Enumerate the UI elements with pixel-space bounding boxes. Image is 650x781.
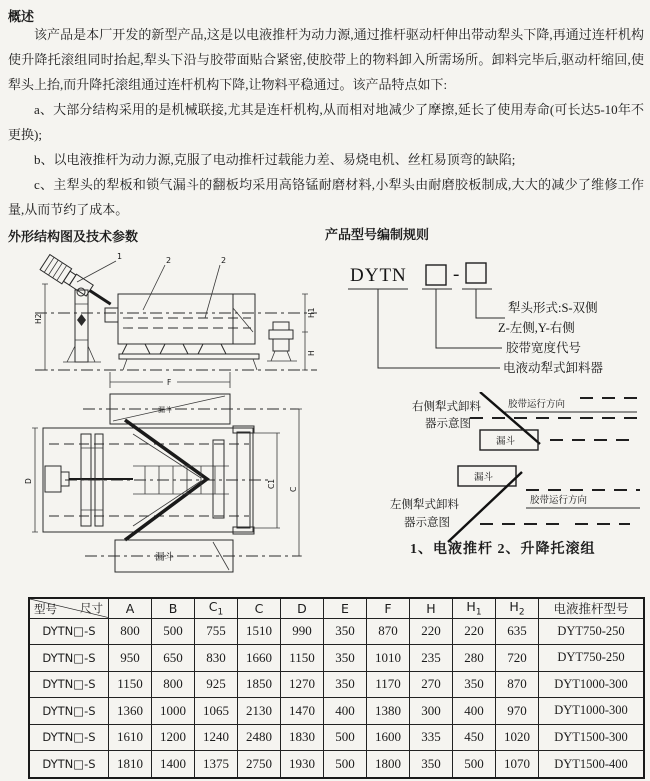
dim-h: H (307, 350, 316, 356)
cell-value: 1510 (238, 618, 281, 645)
col-header-h: H (410, 598, 453, 618)
col-header-h2: $H_2$ (496, 598, 539, 618)
cell-model: DYTN□-S (29, 751, 109, 778)
callout-2: 2 (166, 256, 172, 265)
right-schematic-title-2: 器示意图 (425, 418, 471, 430)
model-rule-section-heading: 产品型号编制规则 (325, 228, 430, 243)
left-schematic-title-1: 左侧犁式卸料 (390, 499, 459, 511)
corner-label-size: 尺寸 (80, 603, 103, 615)
hopper-top-label: 漏斗 (158, 406, 172, 414)
cell-value: 1065 (195, 698, 238, 725)
cell-model: DYTN□-S (29, 698, 109, 725)
cell-value: 2130 (238, 698, 281, 725)
model-code: DYTN (350, 265, 407, 286)
body-paragraph: a、大部分结构采用的是机械联接,尤其是连杆机构,从而相对地减少了摩擦,延长了使用寿命(可长达5-10年不更换); (8, 102, 644, 142)
cell-value: 1830 (281, 724, 324, 751)
table-row (29, 724, 644, 751)
cell-value: 220 (410, 618, 453, 645)
label-plow-form-1: 犁头形式:S-双侧 (508, 301, 598, 315)
col-header-pusher-model: 电液推杆型号 (539, 598, 645, 618)
cell-value: 1170 (367, 671, 410, 698)
cell-value: 950 (109, 645, 152, 672)
cell-model: DYTN□-S (29, 645, 109, 672)
dim-c1: C1 (267, 478, 276, 489)
label-plow-form-2: Z-左侧,Y-右侧 (498, 321, 575, 335)
outline-section-heading: 外形结构图及技术参数 (8, 230, 139, 245)
cell-value: 800 (109, 618, 152, 645)
cell-value: 925 (195, 671, 238, 698)
table-row (29, 751, 644, 778)
left-schematic-title-2: 器示意图 (404, 517, 450, 529)
cell-value: 500 (152, 618, 195, 645)
hydraulic-pusher (40, 255, 115, 313)
cell-value: 400 (324, 698, 367, 725)
plan-motor (45, 434, 133, 526)
outline-drawing (15, 248, 330, 596)
col-header-c1: $C_1$ (195, 598, 238, 618)
cell-value: 970 (496, 698, 539, 725)
cell-value: 830 (195, 645, 238, 672)
cell-value: 990 (281, 618, 324, 645)
cell-value: 350 (324, 618, 367, 645)
cell-pusher-model: DYT1500-400 (539, 751, 645, 778)
cell-value: 720 (496, 645, 539, 672)
corner-label-model: 型号 (34, 603, 57, 616)
cell-value: 1930 (281, 751, 324, 778)
cell-value: 1200 (152, 724, 195, 751)
model-separator: - (453, 264, 461, 285)
cell-value: 350 (324, 671, 367, 698)
cell-value: 650 (152, 645, 195, 672)
figure-caption: 1、电液推杆 2、升降托滚组 (410, 542, 596, 557)
cell-value: 1600 (367, 724, 410, 751)
cell-value: 1470 (281, 698, 324, 725)
body-paragraph: 该产品是本厂开发的新型产品,这是以电液推杆为动力源,通过推杆驱动杆伸出带动犁头下降,再通过连杆机构使升降托滚组同时抬起,犁头下沿与胶带面贴合紧密,使胶带上的物料卸入所需场所。卸料完毕后,驱动杆缩回,使犁头上抬,而升降托滚组通过连杆机构下降,让物料平稳通过。该产品特点如下: (8, 27, 644, 92)
cell-value: 400 (453, 698, 496, 725)
cell-pusher-model: DYT750-250 (539, 645, 645, 672)
cell-value: 1610 (109, 724, 152, 751)
body-paragraph: c、主犁头的犁板和锁气漏斗的翻板均采用高铬锰耐磨材料,小犁头由耐磨胶板制成,大大的减少了维修工作量,从而节约了成本。 (8, 177, 644, 217)
cell-model: DYTN□-S (29, 618, 109, 645)
label-belt-width: 胶带宽度代号 (506, 341, 582, 355)
label-unloader: 电液动犁式卸料器 (503, 361, 604, 375)
right-side-schematic (330, 392, 650, 462)
cell-value: 1810 (109, 751, 152, 778)
cell-value: 500 (453, 751, 496, 778)
cell-value: 235 (410, 645, 453, 672)
cell-value: 1240 (195, 724, 238, 751)
cell-value: 1660 (238, 645, 281, 672)
cell-model: DYTN□-S (29, 724, 109, 751)
table-header-row (29, 598, 644, 618)
right-belt-direction-label: 胶带运行方向 (508, 400, 566, 410)
cell-value: 1400 (152, 751, 195, 778)
dim-h1: H1 (307, 307, 316, 318)
cell-value: 300 (410, 698, 453, 725)
cell-value: 1360 (109, 698, 152, 725)
hopper-bottom-label: 漏斗 (155, 553, 175, 563)
col-header-d: D (281, 598, 324, 618)
body-paragraph: b、以电液推杆为动力源,克服了电动推杆过载能力差、易烧电机、丝杠易顶弯的缺陷; (34, 152, 516, 167)
roller-feet (119, 344, 259, 370)
cell-value: 350 (324, 645, 367, 672)
cell-value: 1000 (152, 698, 195, 725)
cell-value: 870 (367, 618, 410, 645)
cell-value: 270 (410, 671, 453, 698)
cell-value: 220 (453, 618, 496, 645)
col-header-f: F (367, 598, 410, 618)
cell-value: 350 (410, 751, 453, 778)
cell-value: 1850 (238, 671, 281, 698)
cell-value: 1150 (281, 645, 324, 672)
col-header-h1: $H_1$ (453, 598, 496, 618)
left-side-schematic (330, 460, 650, 545)
dim-d: D (24, 478, 33, 484)
cell-value: 1270 (281, 671, 324, 698)
cell-value: 500 (324, 751, 367, 778)
cell-value: 350 (453, 671, 496, 698)
cell-value: 335 (410, 724, 453, 751)
cell-value: 1380 (367, 698, 410, 725)
table-row (29, 698, 644, 725)
cell-value: 500 (324, 724, 367, 751)
cell-value: 450 (453, 724, 496, 751)
callout-3: 2 (221, 256, 227, 265)
cell-value: 800 (152, 671, 195, 698)
callout-1: 1 (117, 252, 123, 261)
right-schematic-title-1: 右侧犁式卸料 (412, 401, 481, 413)
dimension-table (28, 597, 645, 779)
table-row (29, 645, 644, 672)
table-row (29, 671, 644, 698)
cell-pusher-model: DYT1000-300 (539, 698, 645, 725)
col-header-e: E (324, 598, 367, 618)
right-roller-stand (267, 322, 297, 361)
table-row (29, 618, 644, 645)
side-view (34, 252, 317, 388)
cell-value: 1800 (367, 751, 410, 778)
model-number-diagram (330, 248, 650, 386)
cell-pusher-model: DYT1500-300 (539, 724, 645, 751)
col-header-a: A (109, 598, 152, 618)
cell-value: 870 (496, 671, 539, 698)
cell-value: 1070 (496, 751, 539, 778)
cell-value: 1020 (496, 724, 539, 751)
dim-h2: H2 (34, 313, 43, 324)
cell-value: 1375 (195, 751, 238, 778)
cell-model: DYTN□-S (29, 671, 109, 698)
cell-value: 2480 (238, 724, 281, 751)
right-hopper-label: 漏斗 (496, 437, 516, 447)
cell-pusher-model: DYT1000-300 (539, 671, 645, 698)
col-header-c: C (238, 598, 281, 618)
overview-heading: 概述 (8, 10, 35, 25)
cell-value: 635 (496, 618, 539, 645)
plan-view (24, 394, 302, 572)
dim-f: F (167, 378, 172, 387)
dim-c: C (289, 486, 298, 492)
cell-value: 280 (453, 645, 496, 672)
corner-header-cell (29, 598, 109, 618)
cell-value: 2750 (238, 751, 281, 778)
left-belt-direction-label: 胶带运行方向 (530, 496, 588, 506)
cell-value: 755 (195, 618, 238, 645)
body-text (8, 22, 644, 222)
col-header-b: B (152, 598, 195, 618)
cell-pusher-model: DYT750-250 (539, 618, 645, 645)
cell-value: 1010 (367, 645, 410, 672)
left-hopper-label: 漏斗 (474, 473, 494, 483)
cell-value: 1150 (109, 671, 152, 698)
